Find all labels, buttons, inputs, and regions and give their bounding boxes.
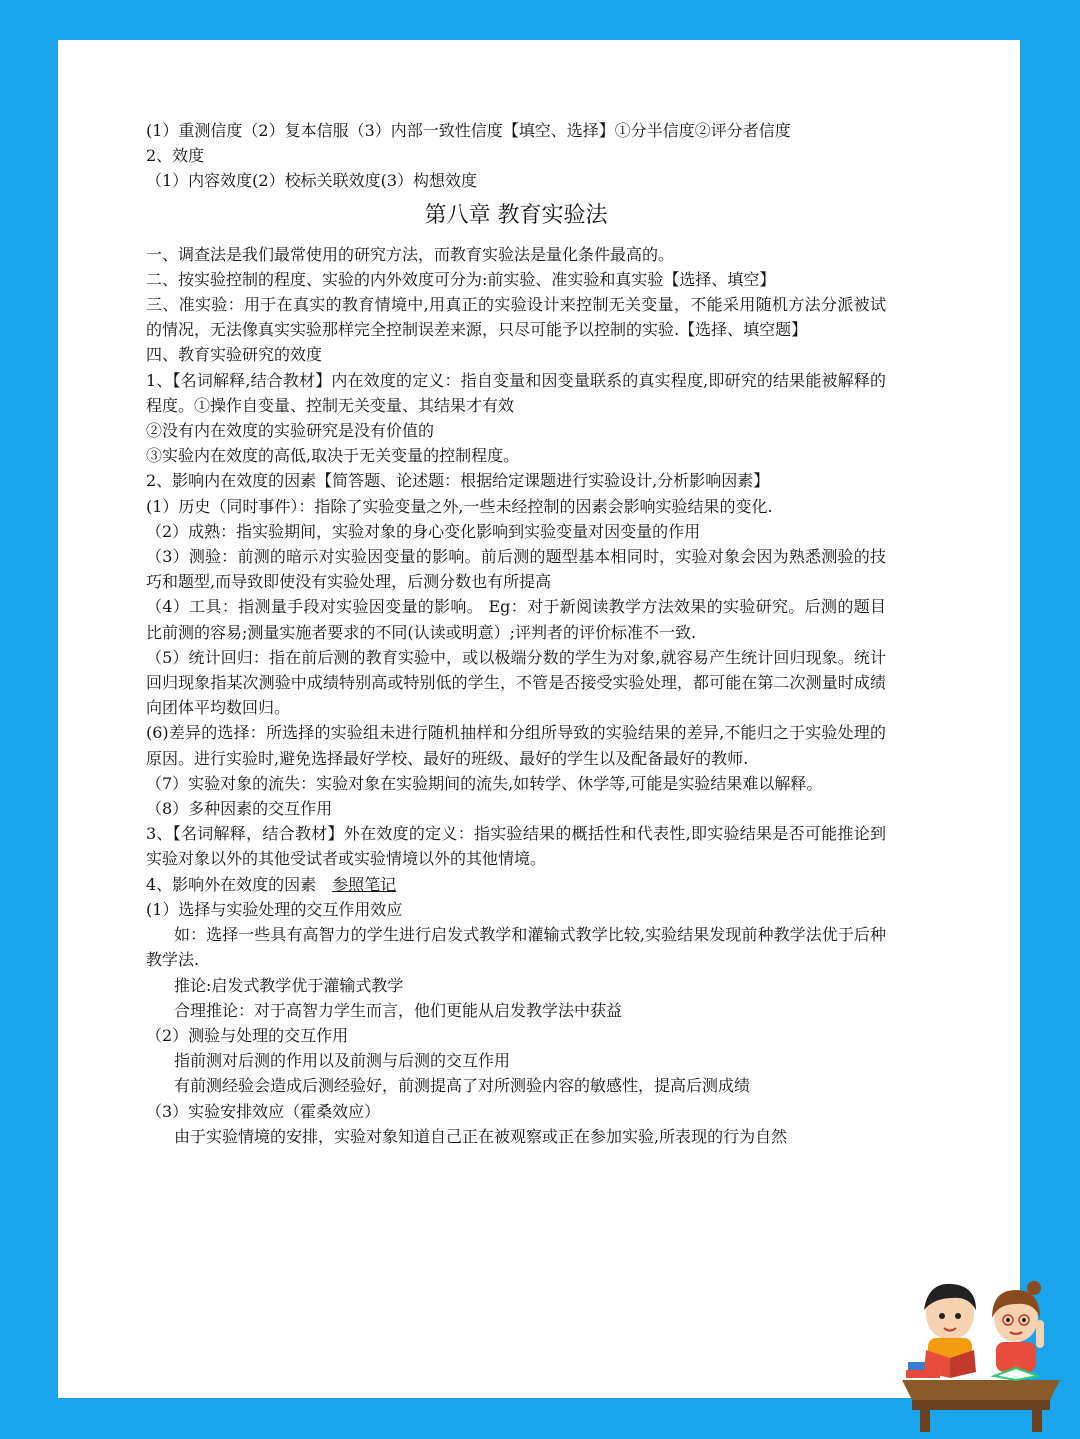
paragraph: （3）实验安排效应（霍桑效应） (146, 1101, 381, 1121)
text-line: (1）重测信度（2）复本信服（3）内部一致性信度【填空、选择】①分半信度②评分者信度 (146, 121, 791, 140)
paragraph (146, 872, 886, 897)
paragraph: （8）多种因素的交互作用 (146, 799, 333, 819)
paragraph: （4）工具：指测量手段对实验因变量的影响。 Eg：对于新阅读教学方法效果的实验研究。后测的题目比前测的容易;测量实施者要求的不同(认读或明意）;评判者的评价标准不一致. (146, 597, 886, 642)
paragraph-text: 4、影响外在效度的因素 (146, 874, 317, 894)
kids-reading-illustration (898, 1272, 1064, 1432)
paragraph: 3、【名词解释，结合教材】外在效度的定义：指实验结果的概括性和代表性,即实验结果是否可能推论到实验对象以外的其他受试者或实验情境以外的其他情境。 (146, 824, 886, 869)
paragraph: (1）历史（同时事件）：指除了实验变量之外,一些未经控制的因素会影响实验结果的变化. (146, 496, 773, 516)
paragraph: 2、影响内在效度的因素【简答题、论述题：根据给定课题进行实验设计,分析影响因素】 (146, 471, 770, 491)
paragraph: ③实验内在效度的高低,取决于无关变量的控制程度。 (146, 446, 520, 466)
paragraph: （2）测验与处理的交互作用 (146, 1025, 349, 1045)
girl-figure (992, 1281, 1044, 1380)
paragraph: 二、按实验控制的程度、实验的内外效度可分为:前实验、准实验和真实验【选择、填空】 (146, 269, 776, 289)
paragraph: 合理推论：对于高智力学生而言，他们更能从启发教学法中获益 (174, 1000, 623, 1020)
paragraph: （7）实验对象的流失：实验对象在实验期间的流失,如转学、休学等,可能是实验结果难以解释。 (146, 773, 823, 793)
paragraph: 三、准实验：用于在真实的教育情境中,用真正的实验设计来控制无关变量，不能采用随机方法分派被试的情况，无法像真实实验那样完全控制误差来源，只尽可能予以控制的实验.【选择、填空题】 (146, 295, 886, 340)
paragraph: 由于实验情境的安排，实验对象知道自己正在被观察或正在参加实验,所表现的行为自然 (174, 1126, 788, 1146)
chapter-title: 第八章 教育实验法 (424, 202, 608, 228)
text-line: （1）内容效度(2）校标关联效度(3）构想效度 (146, 171, 478, 191)
document-content (146, 118, 886, 1149)
paragraph: (6)差异的选择：所选择的实验组未进行随机抽样和分组所导致的实验结果的差异,不能归之于实验处理的原因。进行实验时,避免选择最好学校、最好的班级、最好的学生以及配备最好的教师. (146, 723, 886, 768)
boy-figure (924, 1284, 976, 1378)
paragraph: 一、调查法是我们最常使用的研究方法，而教育实验法是量化条件最高的。 (146, 244, 675, 264)
reference-note-link: 参照笔记 (332, 874, 397, 894)
paragraph: （5）统计回归：指在前后测的教育实验中，或以极端分数的学生为对象,就容易产生统计回归现象。统计回归现象指某次测验中成绩特别高或特别低的学生，不管是否接受实验处理，都可能在第二次测量时成绩向团体平均数回归。 (146, 647, 886, 718)
text-line: 2、效度 (146, 146, 205, 166)
desk-edge (912, 1400, 1050, 1410)
paragraph: ②没有内在效度的实验研究是没有价值的 (146, 421, 435, 441)
paragraph: （3）测验：前测的暗示对实验因变量的影响。前后测的题型基本相同时，实验对象会因为熟悉测验的技巧和题型,而导致即使没有实验处理，后测分数也有所提高 (146, 547, 886, 592)
paragraph: 四、教育实验研究的效度 (146, 345, 323, 365)
desk-leg (920, 1410, 930, 1432)
paragraph: 推论:启发式教学优于灌输式教学 (174, 975, 404, 995)
paragraph: 如：选择一些具有高智力的学生进行启发式教学和灌输式教学比较,实验结果发现前种教学法优于后种教学法. (146, 925, 886, 970)
paragraph: 1、【名词解释,结合教材】内在效度的定义：指自变量和因变量联系的真实程度,即研究的结果能被解释的程度。①操作自变量、控制无关变量、其结果才有效 (146, 370, 886, 415)
paragraph: (1）选择与实验处理的交互作用效应 (146, 899, 403, 919)
paragraph: 指前测对后测的作用以及前测与后测的交互作用 (174, 1051, 511, 1071)
paragraph: （2）成熟：指实验期间，实验对象的身心变化影响到实验变量对因变量的作用 (146, 521, 701, 541)
desk-top (902, 1380, 1060, 1400)
paragraph: 有前测经验会造成后测经验好，前测提高了对所测验内容的敏感性，提高后测成绩 (174, 1076, 751, 1096)
desk-leg (1032, 1410, 1042, 1432)
